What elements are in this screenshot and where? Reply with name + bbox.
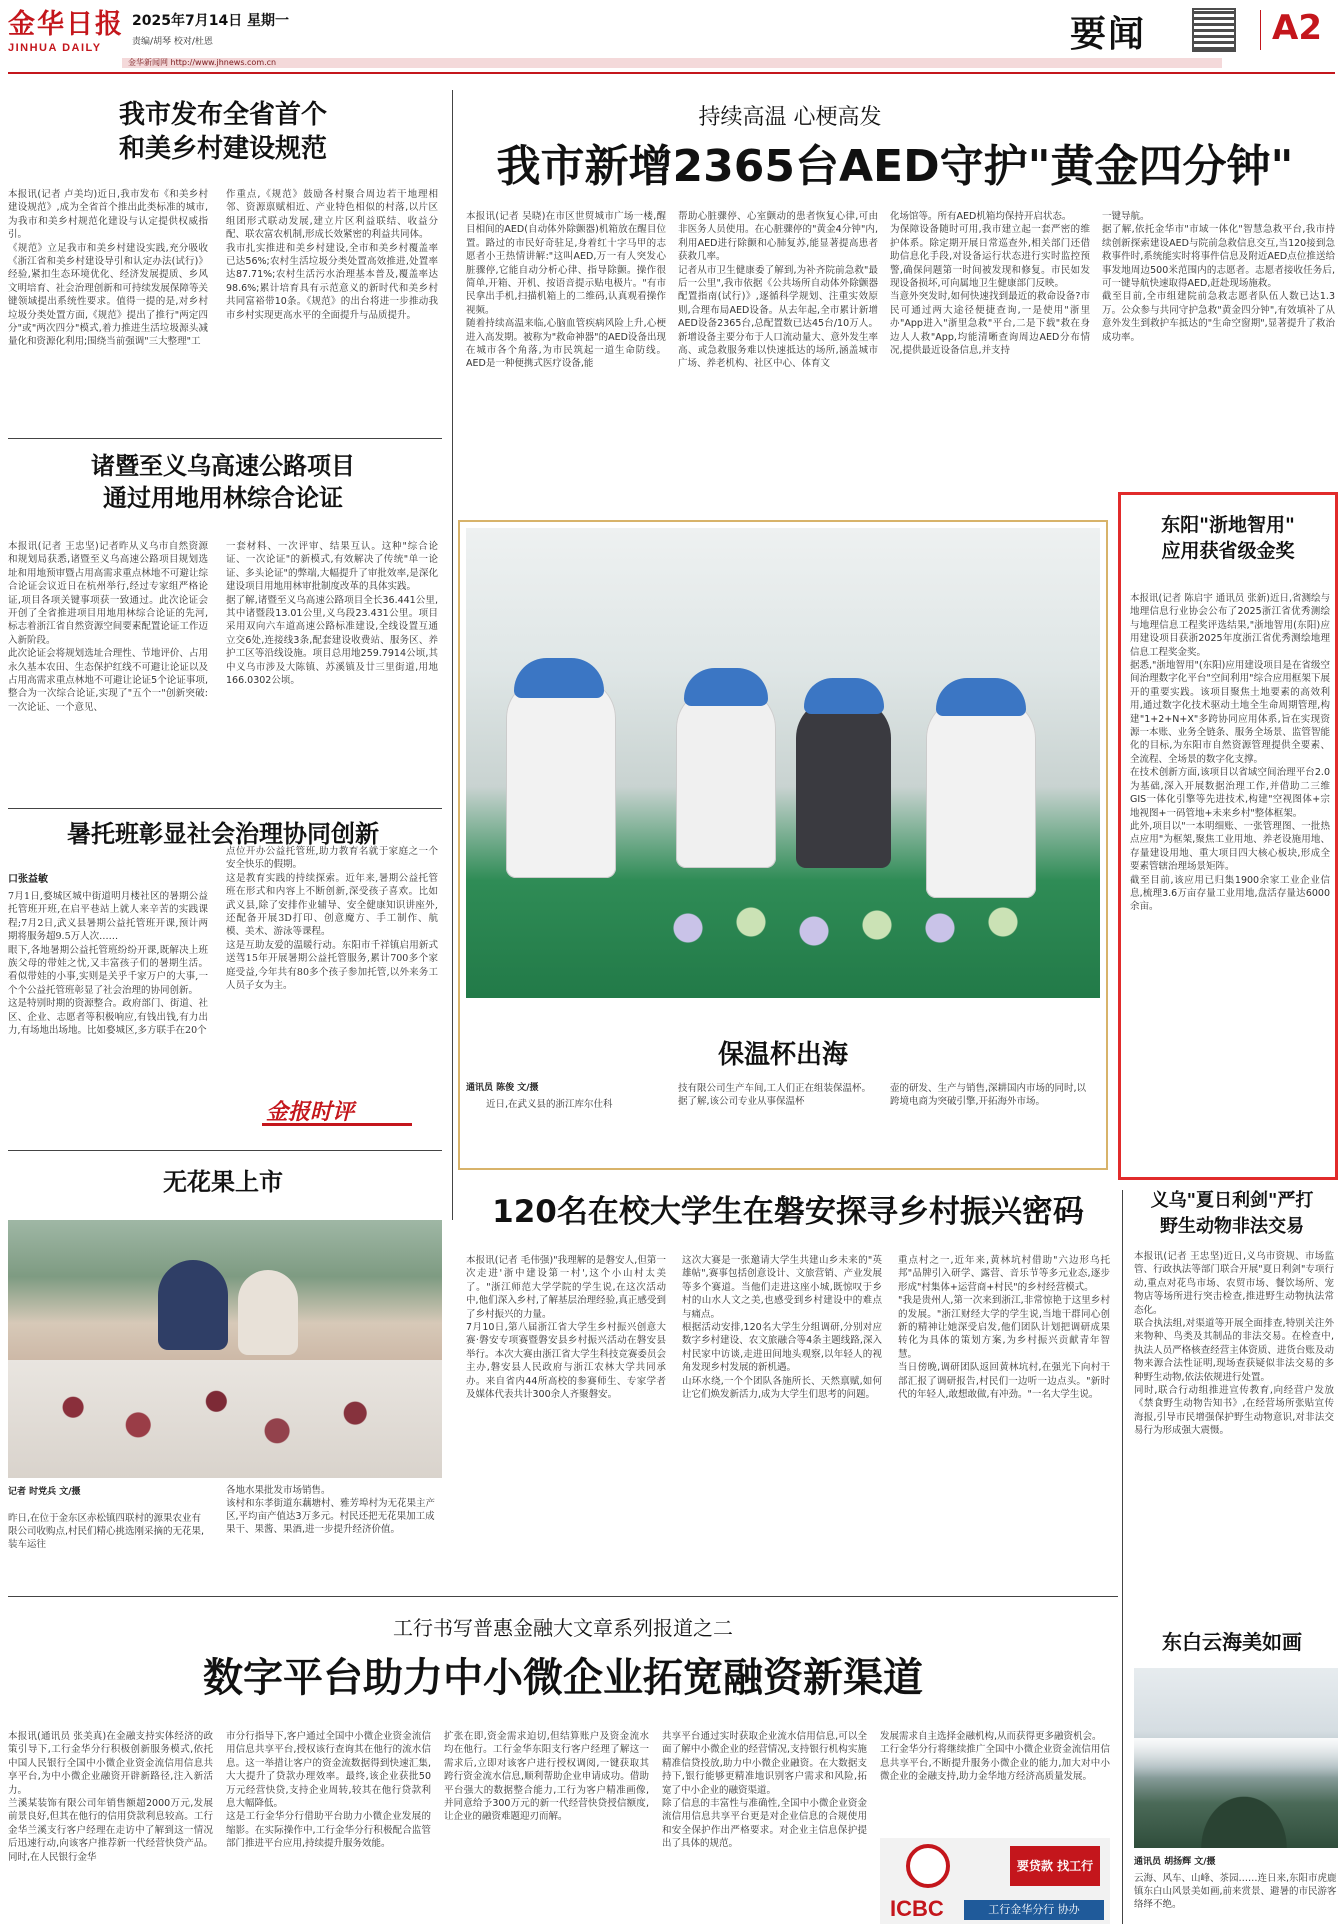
finance-separator [8, 1596, 1118, 1597]
article3-byline: 口张益敏 [8, 874, 48, 885]
article4-headline: 无花果上市 [163, 1168, 283, 1196]
icbc-ad [880, 1838, 1110, 1924]
finance-col2: 市分行指导下,客户通过全国中小微企业资金流信用信息共享平台,授权该行查询其在他行的流水信息。这一举措让客户的资金流数据得到快速汇集,大大提升了贷款办理效率。最终,该企业获批50万元经营快贷,支持企业周转,较其在他行贷款利息大幅降低。 这是工行金华分行借助平台助力小微企业发展的缩影。在实际操作中,工行金华分行积极配合监管部门推进平台应用,持续提升服务效能。 [226, 1731, 431, 1850]
page-number: A2 [1272, 8, 1322, 48]
students-col1: 本报讯(记者 毛伟强)"我理解的是磐安人,但第一次走进'浙中建设第一村',这个小山村太美了。"浙江师范大学学院的学生说,在这次活动中,他们深入乡村,了解基层治理经验,真正感受到了乡村振兴的力量。 7月10日,第八届浙江省大学生乡村振兴创意大赛·磐安专项赛暨磐安县乡村振兴活动在磐安县举行。本次大赛由浙江省大学生科技竞赛委员会主办,磐安县人民政府与浙江农林大学共同承办。来自省内44所高校的参赛师生、专家学者及媒体代表共计300余人齐聚磐安。 [466, 1255, 666, 1401]
article2-col2: 一套材料、一次评审、结果互认。这种"综合论证、一次论证"的新模式,有效解决了传统"单一论证、多头论证"的弊端,大幅提升了审批效率,是深化建设项目用地用林审批制度改革的具体实践。 据了解,诸暨至义乌高速公路项目全长36.441公里,其中诸暨段13.01公里,义乌段23.431公里。项目采用双向六车道高速公路标准建设,全线设置互通立交6处,连接线3条,配套建设收费站、服务区、养护工区等沿线设施。项目总用地259.7914公顷,其中义乌市涉及大陈镇、苏溪镇及廿三里街道,用地166.0302公顷。 [226, 541, 438, 687]
masthead [0, 0, 1343, 72]
main-photo-caption-2: 技有限公司生产车间,工人们正在组装保温杯。 据了解,该公司专业从事保温杯 [678, 1083, 872, 1107]
aed-headline: 我市新增2365台AED守护"黄金四分钟" [496, 141, 1294, 192]
article3-col1: 7月1日,婺城区城中街道明月楼社区的暑期公益托管班开班,在启平巷站上就人来辛苦的实践课程;7月2日,武义县暑期公益托管班开课,预计两期将服务超9.5万人次…… 眼下,各地暑期公益托管班纷纷开课,既解决上班族父母的带娃之忧,又丰富孩子们的暑期生活。看似带娃的小事,实则是关乎千家万户的大事,一个个公益托管班彰显了社会治理的协同创新。 这是特别时期的资源整合。政府部门、街道、社区、企业、志愿者等积极响应,有钱出钱,有力出力,有场地出场地。比如婺城区,多方联手在20个 [8, 891, 208, 1037]
aed-col4: 一键导航。 据了解,依托金华市"市域一体化"智慧急救平台,我市持续创新探索建设AED与院前急救信息交互,当120接到急救事件时,系统能实时将事件信息及附近AED点位推送给事发地周边500米范围内的志愿者。志愿者接收任务后,可一键导航快速取得AED,赶赴现场施救。 截至目前,全市组建院前急救志愿者队伍人数已达1.3万。公众参与共同守护急救"黄金四分钟",有效填补了从意外发生到救护车抵达的"生命空窗期",显著提升了救治成功率。 [1102, 211, 1335, 343]
article2-headline: 诸暨至义乌高速公路项目 通过用地用林综合论证 [91, 452, 355, 512]
finance-kicker: 工行书写普惠金融大文章系列报道之二 [393, 1616, 733, 1640]
main-photo-caption-1: 近日,在武义县的浙江库尔仕科 [486, 1099, 613, 1110]
aed-kicker: 持续高温 心梗高发 [698, 105, 882, 130]
ad-tag: 要贷款 找工行 [1010, 1846, 1100, 1886]
qr-code-icon [1192, 8, 1236, 52]
masthead-rule [8, 72, 1335, 74]
article1-col1: 本报讯(记者 卢美均)近日,我市发布《和美乡村建设规范》,成为全省首个推出此类标准的城市,为我市和美乡村规范化建设与认定提供权威指引。 《规范》立足我市和美乡村建设实践,充分吸收《浙江省和美乡村建设导引和认定办法(试行)》经验,紧扣生态环境优化、经济发展提质、乡风文明培育、社会治理创新和可持续发展保障等关键领域提出系统性要求。值得一提的是,对乡村垃圾分类处置方面,《规范》提出了推行"两定四分"或"两次四分"模式,着力推进生活垃圾源头减量化和资源化利用;围绕当前强调"三大整理"工 [8, 189, 208, 348]
newspaper-logo [8, 8, 128, 60]
issue-date: 2025年7月14日 星期一 [132, 13, 290, 29]
article1-col2: 作重点,《规范》鼓励各村聚合周边若干地理相邻、资源禀赋相近、产业特色相似的村落,以片区组团形式联动发展,建立片区利益联结、收益分配、联农富农机制,形成长效紧密的利益共同体。 我市扎实推进和美乡村建设,全市和美乡村覆盖率已达56%;农村生活垃圾分类处置高效推进,处置率达87.71%;农村生活污水治理基本普及,覆盖率达98.6%;累计培育具有示范意义的新时代和美乡村共同富裕带10条。《规范》的出台将进一步推动我市乡村实现更高水平的全面提升与品质提升。 [226, 189, 438, 321]
finance-col4: 共享平台通过实时获取企业流水信用信息,可以全面了解中小微企业的经营情况,支持银行机构实施精准信贷投放,助力中小微企业融资。在大数据支持下,银行能够更精准地识别客户需求和风险,拓宽了中小企业的融资渠道。 除了信息的丰富性与准确性,全国中小微企业资金流信用信息共享平台更是对企业信息的合规使用和安全保护作出严格要求。对企业主信息保护提出了具体的规范。 [662, 1731, 867, 1850]
icbc-logo-icon [906, 1844, 950, 1888]
aed-col1: 本报讯(记者 吴晓)在市区世贸城市广场一楼,醒目相间的AED(自动体外除颤器)机箱放在醒目位置。路过的市民好奇驻足,身着红十字马甲的志愿者小王热情讲解:"这叫AED,万一有人突发心脏骤停,它能自动分析心律、指导除颤。操作很简单,开箱、开机、按语音提示贴电极片。"有市民拿出手机,扫描机箱上的二维码,认真观看操作视频。 随着持续高温来临,心脑血管疾病风险上升,心梗进入高发期。被称为"救命神器"的AED设备出现在城市各个角落,为市民筑起一道生命防线。AED是一种便携式医疗设备,能 [466, 211, 666, 370]
left-column-divider [452, 90, 453, 1220]
yiwu-headline: 义乌"夏日利剑"严打 野生动物非法交易 [1150, 1190, 1314, 1237]
article3-col2: 点位开办公益托管班,助力教育名就于家庭之一个安全快乐的假期。 这是教育实践的持续探索。近年来,暑期公益托管班在形式和内容上不断创新,深受孩子喜欢。比如武义县,除了安排作业辅导、安全健康知识讲座外,还配备开展3D打印、创意魔方、手工制作、航模、美术、游泳等课程。 这是互助友爱的温暖行动。东阳市千祥镇启用新式送驾15年开展暑期公益托管服务,累计700多个家庭受益,今年共有80多个孩子参加托管,以外来务工人员子女为主。 [226, 846, 438, 992]
right-column-divider [1122, 1190, 1123, 1924]
finance-col3: 扩张在即,资金需求迫切,但结算账户及资金流水均在他行。工行金华东阳支行客户经理了解这一需求后,立即对该客户进行授权调阅,一键获取其跨行资金流水信息,顺利帮助企业申请成功。借助平台强大的数据整合能力,工行为客户精准画像,并同意给予300万元的新一代经营快贷授信额度,让企业的融资难题迎刃而解。 [444, 1731, 649, 1823]
website-bar [122, 58, 1222, 68]
commentary-logo: 金报时评 [262, 1095, 412, 1131]
section-title: 要闻 [1070, 14, 1147, 55]
logo-cn: 金华日报 [8, 9, 124, 40]
finance-headline: 数字平台助力中小微企业拓宽融资新渠道 [203, 1655, 923, 1701]
fig-photo [8, 1220, 442, 1478]
icbc-text: ICBC [890, 1896, 944, 1921]
aed-col2: 帮助心脏骤停、心室颤动的患者恢复心律,可由非医务人员使用。在心脏骤停的"黄金4分钟"内,利用AED进行除颤和心肺复苏,能显著提高患者获救几率。 记者从市卫生健康委了解到,为补齐院前急救"最后一公里",我市依据《公共场所自动体外除颤器配置指南(试行)》,逐循科学规划、注重实效原则,合理布局AED设备。从去年起,全市累计新增AED设备2365台,总配置数已达45台/10万人。新增设备主要分布于人口流动量大、意外发生率高、或急救服务难以快速抵达的场所,涵盖城市广场、养老机构、社区中心、体育文 [678, 211, 878, 370]
yiwu-body: 本报讯(记者 王忠坚)近日,义乌市资规、市场监管、行政执法等部门联合开展"夏日利剑"专项行动,重点对花鸟市场、农贸市场、餐饮场所、宠物店等场所进行突击检查,推进野生动物执法常态化。 联合执法组,对渠道等开展全面排查,特别关注外来物种、鸟类及其制品的非法交易。在检查中,执法人员严格核查经营主体资质、进货台账及动物来源合法性证明,现场查获疑似非法交易的多种野生动物,依法依规进行处置。 同时,联合行动组推进宣传教育,向经营户发放《禁食野生动物告知书》,在经营场所张贴宣传海报,引导市民增强保护野生动物意识,对非法交易行为形成强大震慑。 [1134, 1251, 1334, 1437]
main-photo-caption-3: 壶的研发、生产与销售,深耕国内市场的同时,以跨境电商为突破引擎,开拓海外市场。 [890, 1083, 1087, 1107]
aed-col3: 化场馆等。所有AED机箱均保持开启状态。 为保障设备随时可用,我市建立起一套严密的维护体系。除定期开展日常巡查外,相关部门还借助信息化手段,对设备运行状态进行实时监控预警,确保问题第一时间被发现和修复。市民如发现设备损坏,可向属地卫生健康部门反映。 当意外突发时,如何快速找到最近的救命设备?市民可通过两大途径便捷查询,一是使用"浙里办"App进入"浙里急救"平台,二是下载"救在身边人人救"App,均能清晰查询周边AED分布情况,提供最近设备信息,并支持 [890, 211, 1090, 357]
thermos-factory-photo [466, 528, 1100, 998]
ad-label: 工行金华分行 协办 [964, 1900, 1104, 1920]
editors: 责编/胡琴 校对/杜恩 [132, 37, 213, 47]
dongyang-body: 本报讯(记者 陈启宇 通讯员 张新)近日,省测绘与地理信息行业协会公布了2025浙江省优秀测绘与地理信息工程奖评选结果,"浙地智用(东阳)应用建设项目获浙2025年度浙江省优秀测绘地理信息工程奖金奖。 据悉,"浙地智用"(东阳)应用建设项目是在省级空间治理数字化平台"空间利用"综合应用框架下展开的重要实践。该项目聚焦土地要素的高效利用,通过数字化技术驱动土地全生命周期管理,构建"1+2+N+X"多跨协同应用体系,旨在实现资源一本账、业务全链条、服务全场景、监管智能化的目标,为东阳市自然资源管理提供全要素、全流程、全场景的数字化支撑。 在技术创新方面,该项目以省域空间治理平台2.0为基础,深入开展数据治理工作,并借助二三维GIS一体化引擎等先进技术,构建"空视图体+宗地视图+一码管地+未来乡村"整体框架。 此外,项目以"一本明细账、一张管理图、一批热点应用"为框架,聚焦工业用地、养老设施用地、存量建设用地、重大项目四大核心板块,形成全要素管辖治理场景矩阵。 截至目前,该应用已归集1900余家工业企业信息,梳理3.6万亩存量工业用地,盘活存量达6000余亩。 [1130, 593, 1330, 913]
students-headline: 120名在校大学生在磐安探寻乡村振兴密码 [492, 1194, 1084, 1230]
website: 金华新闻网 http://www.jhnews.com.cn [128, 58, 277, 67]
landscape-headline: 东白云海美如画 [1162, 1630, 1302, 1654]
article3-headline: 暑托班彰显社会治理协同创新 [67, 820, 379, 848]
article1-headline: 我市发布全省首个 和美乡村建设规范 [118, 100, 327, 164]
students-col2: 这次大赛是一张邀请大学生共建山乡未来的"英雄帖",赛事包括创意设计、文旅营销、产业发展等多个赛道。当他们走进这座小城,既惊叹于乡村的山水人文之美,也感受到乡村建设中的难点与痛点。 根据活动安排,120名大学生分组调研,分别对应数字乡村建设、农文旅融合等4条主题线路,深入村民家中访谈,走进田间地头观察,以年轻人的视角发现乡村发展的新机遇。 山环水绕,一个个团队各施所长、天然禀赋,如何让它们焕发新活力,成为大学生们思考的问题。 [682, 1255, 882, 1401]
main-photo-byline: 通讯员 陈俊 文/摄 [466, 1083, 539, 1093]
article4-caption-2: 各地水果批发市场销售。 该村和东孝街道东藕塘村、雅芳埠村为无花果主产区,平均亩产值达3万多元。村民还把无花果加工成果干、果酱、果酒,进一步提升经济价值。 [226, 1485, 436, 1535]
landscape-caption: 云海、风车、山峰、茶园……连日来,东阳市虎鹿镇东白山风景美如画,前来赏景、避暑的市民游客络绎不绝。 [1134, 1873, 1337, 1910]
article4-caption-1: 昨日,在位于金东区赤松镇四联村的源果农业有限公司收购点,村民们精心挑选刚采摘的无花果,装车运往 [8, 1513, 205, 1550]
cloud-sea-photo [1134, 1668, 1338, 1848]
finance-col5: 发展需求自主选择金融机构,从而获得更多融资机会。 工行金华分行将继续推广全国中小微企业资金流信用信息共享平台,不断提升服务小微企业的能力,加大对中小微企业的金融支持,助力金华地方经济高质量发展。 [880, 1731, 1110, 1783]
dongyang-headline: 东阳"浙地智用" 应用获省级金奖 [1161, 514, 1295, 562]
landscape-byline: 通讯员 胡扬辉 文/摄 [1134, 1857, 1216, 1867]
article4-byline: 记者 时党兵 文/摄 [8, 1487, 81, 1497]
main-photo-title: 保温杯出海 [717, 1040, 848, 1070]
finance-col1: 本报讯(通讯员 张美真)在金融支持实体经济的政策引导下,工行金华分行积极创新服务模式,依托中国人民银行全国中小微企业资金流信用信息共享平台,为中小微企业融资开辟新路径,注入新活力。 兰溪某装饰有限公司年销售额超2000万元,发展前景良好,但其在他行的信用贷款利息较高。工行金华兰溪支行客户经理在走访中了解到这一情况后迅速行动,向该客户推荐新一代经营快贷产品。同时,在人民银行金华 [8, 1731, 213, 1863]
logo-en: JINHUA DAILY [8, 42, 102, 54]
students-col3: 重点村之一,近年来,黄林坑村借助"六边形乌托邦"品牌引入研学、露营、音乐节等多元业态,逐步形成"村集体+运营商+村民"的乡村经营模式。 "我是贵州人,第一次来到浙江,非常惊艳于这里乡村的发展。"浙江财经大学的学生说,当地干群同心创新的精神让她深受启发,他们团队计划把调研成果转化为具体的策划方案,为乡村振兴贡献青年智慧。 当日傍晚,调研团队返回黄林坑村,在强光下向村干部汇报了调研报告,村民们一边听一边点头。"新时代的年轻人,敢想敢做,有冲劲。"一名大学生说。 [898, 1255, 1110, 1401]
article2-col1: 本报讯(记者 王忠坚)记者昨从义乌市自然资源和规划局获悉,诸暨至义乌高速公路项目规划选址和用地预审暨占用高需求重点林地不可避让综合论证会议近日在杭州举行,经过专家组严格论证,项目各项关键事项获一致通过。此次论证会开创了全省推进项目用地用林综合论证的先河,标志着浙江省自然资源空间要素配置论证工作迈入新阶段。 此次论证会将规划选址合理性、节地评价、占用永久基本农田、生态保护红线不可避让论证以及占用高需求重点林地不可避让论证5个论证事项,整合为一次综合论证,实现了"五个一"创新突破:一次论证、一个意见、 [8, 541, 208, 713]
